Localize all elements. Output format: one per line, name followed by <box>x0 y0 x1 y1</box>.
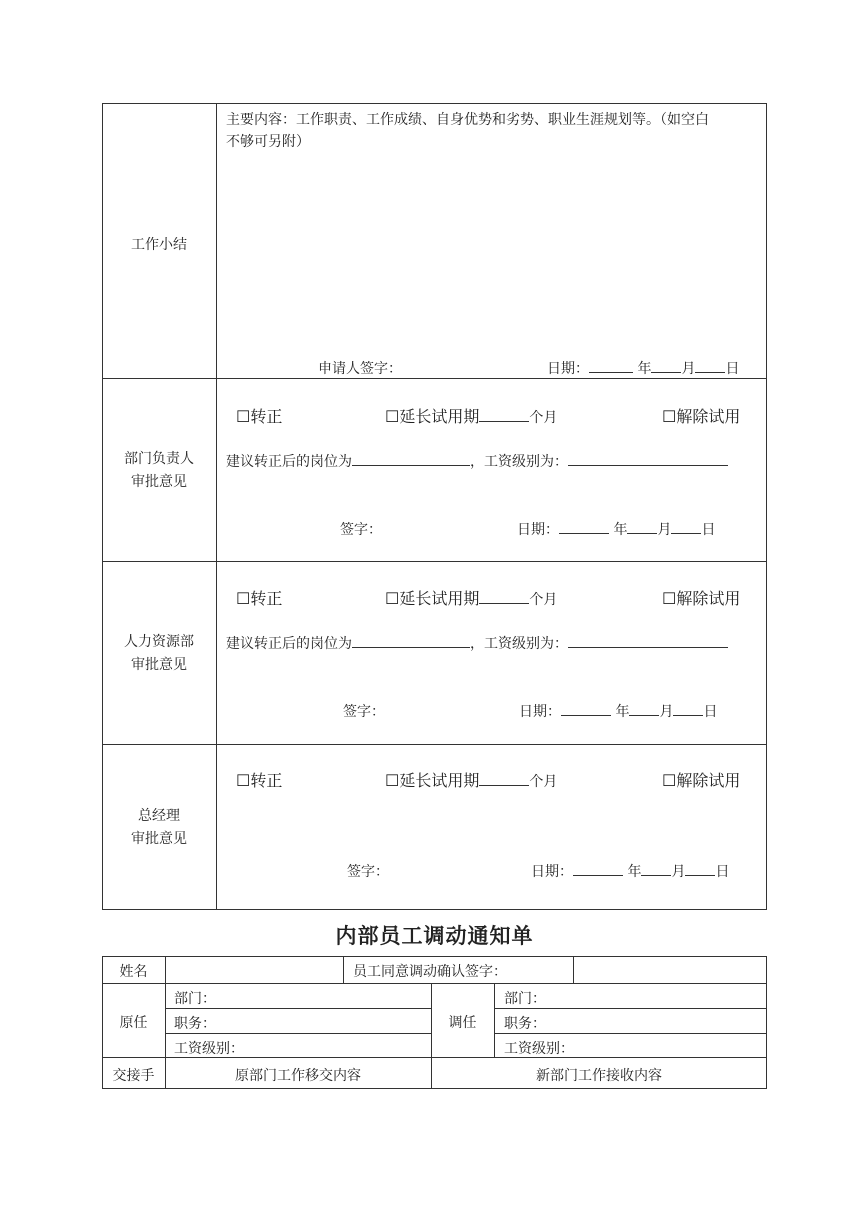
month-label: 月 <box>681 361 696 377</box>
date-label: 日期： <box>519 704 561 720</box>
dept-head-extend-option[interactable] <box>385 404 557 427</box>
suggest-position-label: 建议转正后的岗位为 <box>226 454 352 470</box>
year-label: 年 <box>627 864 642 880</box>
date-label: 日期： <box>531 864 573 880</box>
extend-months-blank[interactable] <box>479 589 529 604</box>
months-label: 个月 <box>529 410 558 426</box>
new-salary-level[interactable]: 工资级别： <box>504 1041 574 1057</box>
gm-date-line <box>531 861 729 881</box>
position-blank[interactable] <box>352 633 470 648</box>
gm-signature-label: 签字： <box>347 864 389 880</box>
extend-months-blank[interactable] <box>479 771 529 786</box>
day-label: 日 <box>725 361 740 377</box>
hr-label-line1: 人力资源部 <box>124 634 194 650</box>
transfer-form-title: 内部员工调动通知单 <box>335 923 534 948</box>
row-divider-2 <box>102 561 767 562</box>
month-label: 月 <box>657 522 672 538</box>
new-handover-label: 新部门工作接收内容 <box>536 1068 662 1084</box>
day-label: 日 <box>701 522 716 538</box>
year-blank[interactable] <box>589 358 633 373</box>
transfer-inner-divider-left-1 <box>165 1008 431 1009</box>
month-blank[interactable] <box>641 861 671 876</box>
day-label: 日 <box>715 864 730 880</box>
hr-confirm-checkbox[interactable]: ☐转正 <box>236 589 283 608</box>
applicant-date-line <box>547 358 739 378</box>
month-blank[interactable] <box>629 701 659 716</box>
applicant-signature-label: 申请人签字： <box>318 361 402 377</box>
work-summary-content-area[interactable] <box>218 152 765 352</box>
gm-label-line1: 总经理 <box>138 808 180 824</box>
consent-signature-field[interactable] <box>575 958 765 981</box>
dept-head-label <box>102 448 216 494</box>
year-label: 年 <box>615 704 630 720</box>
original-handover-label: 原部门工作移交内容 <box>235 1068 361 1084</box>
dept-head-label-line1: 部门负责人 <box>124 451 194 467</box>
day-blank[interactable] <box>673 701 703 716</box>
hr-label <box>102 631 216 677</box>
original-department[interactable]: 部门： <box>174 991 216 1007</box>
year-blank[interactable] <box>559 519 609 534</box>
salary-level-label: ，工资级别为： <box>470 454 568 470</box>
gm-extend-option[interactable] <box>385 768 557 791</box>
transfer-inner-divider-left-2 <box>165 1033 431 1034</box>
date-label: 日期： <box>547 361 589 377</box>
dept-head-date-line <box>517 519 715 539</box>
transfer-col-divider-consent-right <box>573 956 574 983</box>
salary-blank[interactable] <box>568 633 728 648</box>
transfer-inner-divider-right-2 <box>494 1033 767 1034</box>
transfer-row-divider-1 <box>102 983 767 984</box>
hr-signature-label: 签字： <box>343 704 385 720</box>
day-label: 日 <box>703 704 718 720</box>
dept-head-suggest-line <box>226 451 728 471</box>
transfer-col-divider-consent-left <box>343 956 344 983</box>
months-label: 个月 <box>529 774 558 790</box>
gm-label-line2: 审批意见 <box>131 831 187 847</box>
year-blank[interactable] <box>561 701 611 716</box>
consent-label: 员工同意调动确认签字： <box>353 964 507 980</box>
work-summary-instructions-line1: 主要内容：工作职责、工作成绩、自身优势和劣势、职业生涯规划等。（如空白 <box>226 112 709 128</box>
gm-extend-checkbox[interactable]: ☐延长试用期 <box>385 771 480 790</box>
suggest-position-label: 建议转正后的岗位为 <box>226 636 352 652</box>
gm-terminate-checkbox[interactable]: ☐解除试用 <box>662 771 741 790</box>
transfer-col-divider-middle-right <box>494 983 495 1057</box>
dept-head-terminate-checkbox[interactable]: ☐解除试用 <box>662 407 741 426</box>
work-summary-label: 工作小结 <box>131 237 187 253</box>
hr-terminate-checkbox[interactable]: ☐解除试用 <box>662 589 741 608</box>
date-label: 日期： <box>517 522 559 538</box>
dept-head-extend-checkbox[interactable]: ☐延长试用期 <box>385 407 480 426</box>
hr-date-line <box>519 701 717 721</box>
salary-blank[interactable] <box>568 451 728 466</box>
new-position[interactable]: 职务： <box>504 1016 546 1032</box>
salary-level-label: ，工资级别为： <box>470 636 568 652</box>
day-blank[interactable] <box>685 861 715 876</box>
original-salary-level[interactable]: 工资级别： <box>174 1041 244 1057</box>
day-blank[interactable] <box>671 519 701 534</box>
name-label: 姓名 <box>119 964 148 980</box>
dept-head-signature-label: 签字： <box>340 522 382 538</box>
transfer-inner-divider-right-1 <box>494 1008 767 1009</box>
work-summary-instructions-line2: 不够可另附） <box>226 134 310 150</box>
dept-head-confirm-checkbox[interactable]: ☐转正 <box>236 407 283 426</box>
row-divider-1 <box>102 378 767 379</box>
original-label: 原任 <box>119 1015 148 1031</box>
hr-extend-checkbox[interactable]: ☐延长试用期 <box>385 589 480 608</box>
position-blank[interactable] <box>352 451 470 466</box>
month-blank[interactable] <box>651 358 681 373</box>
gm-label <box>102 805 216 851</box>
gm-confirm-checkbox[interactable]: ☐转正 <box>236 771 283 790</box>
year-label: 年 <box>613 522 628 538</box>
month-label: 月 <box>659 704 674 720</box>
original-position[interactable]: 职务： <box>174 1016 216 1032</box>
month-blank[interactable] <box>627 519 657 534</box>
hr-label-line2: 审批意见 <box>131 657 187 673</box>
handover-label: 交接手 <box>112 1068 155 1084</box>
hr-extend-option[interactable] <box>385 586 557 609</box>
transfer-label: 调任 <box>448 1015 477 1031</box>
dept-head-label-line2: 审批意见 <box>131 474 187 490</box>
year-label: 年 <box>637 361 652 377</box>
hr-suggest-line <box>226 633 728 653</box>
name-field[interactable] <box>167 958 341 981</box>
year-blank[interactable] <box>573 861 623 876</box>
month-label: 月 <box>671 864 686 880</box>
row-divider-3 <box>102 744 767 745</box>
new-department[interactable]: 部门： <box>504 991 546 1007</box>
review-label-divider <box>216 103 217 910</box>
day-blank[interactable] <box>695 358 725 373</box>
extend-months-blank[interactable] <box>479 407 529 422</box>
months-label: 个月 <box>529 592 558 608</box>
